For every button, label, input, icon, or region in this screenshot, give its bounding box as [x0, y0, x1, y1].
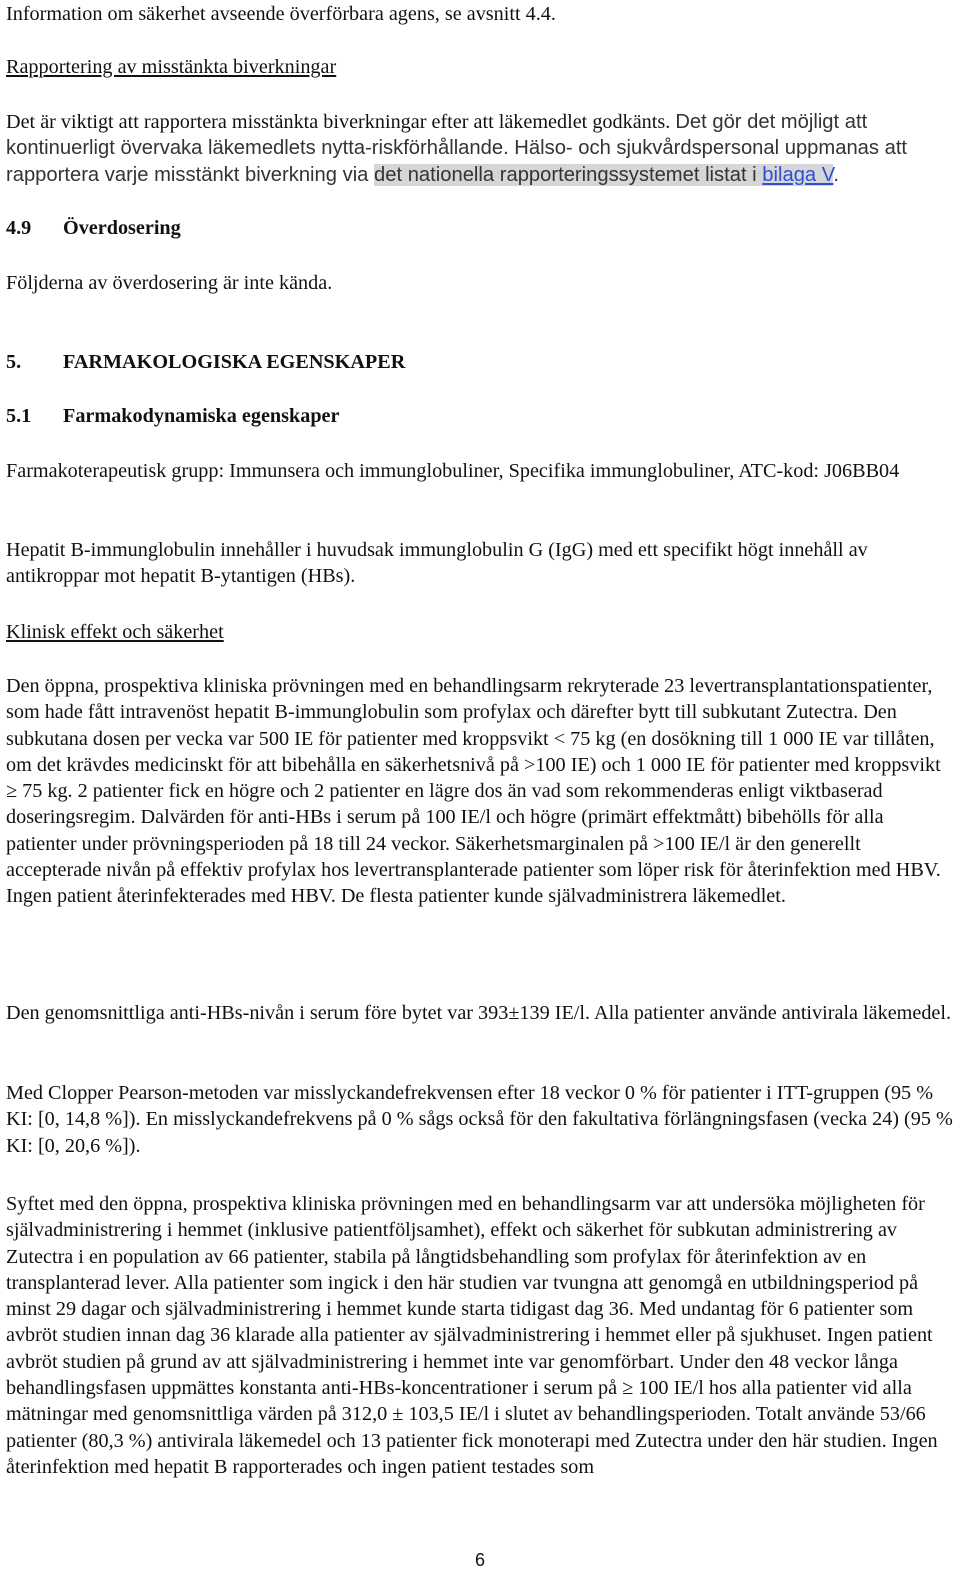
clinical-efficacy-heading: Klinisk effekt och säkerhet: [6, 621, 224, 643]
section-title: FARMAKOLOGISKA EGENSKAPER: [63, 351, 406, 373]
section-number: 5.1: [6, 405, 32, 427]
section-title: Farmakodynamiska egenskaper: [63, 405, 340, 427]
section-5-1-heading: [6, 403, 954, 429]
section-5-heading: [6, 349, 954, 375]
reporting-heading: Rapportering av misstänkta biverkningar: [6, 56, 337, 78]
page-number: 6: [474, 1550, 485, 1570]
clinical-trial-paragraph-1: Den öppna, prospektiva kliniska prövningen med en behandlingsarm rekryterade 23 levertransplantationspatienter, som hade fått intravenöst hepatit B-immunglobulin som profylax och därefter bytt till subkutant Zutectra. Den subkutana dosen per vecka var 500 IE för patienter med kroppsvikt < 75 kg (en dosökning till 1 000 IE var tillåten, om det krävdes medicinskt för att bibehålla en säkerhetsnivå på >100 IE) och 1 000 IE för patienter med kroppsvikt ≥ 75 kg. 2 patienter fick en högre och 2 patienter en lägre dos än vad som rekommenderas enligt viktbaserad doseringsregim. Dalvärden för anti-HBs i serum på 100 IE/l och högre (primärt effektmått) bibehölls för alla patienter under prövningsperioden på 18 till 24 veckor. Säkerhetsmarginalen på >100 IE/l är den generellt accepterade nivån på effektiv profylax hos levertransplanterade patienter som löper risk för återinfektion med HBV. Ingen patient återinfekterades med HBV. De flesta patienter kunde självadministrera läkemedlet.: [6, 675, 941, 908]
section-4-9-heading: [6, 215, 954, 241]
reporting-highlight-text: det nationella rapporteringssystemet listat i: [374, 163, 763, 186]
section-number: 5.: [6, 351, 22, 373]
section-number: 4.9: [6, 217, 32, 239]
overdose-paragraph: Följderna av överdosering är inte kända.: [6, 272, 333, 294]
annex-v-link[interactable]: bilaga V: [762, 163, 834, 186]
pharmacotherapeutic-group-paragraph: Farmakoterapeutisk grupp: Immunsera och immunglobuliner, Specifika immunglobuliner, ATC-kod: J06BB04: [6, 460, 900, 482]
immunoglobulin-paragraph: Hepatit B-immunglobulin innehåller i huvudsak immunglobulin G (IgG) med ett specifikt högt innehåll av antikroppar mot hepatit B-ytantigen (HBs).: [6, 539, 868, 588]
transmissible-agents-note: Information om säkerhet avseende överförbara agens, se avsnitt 4.4.: [6, 3, 556, 25]
clinical-trial-paragraph-4: Syftet med den öppna, prospektiva kliniska prövningen med en behandlingsarm var att undersöka möjligheten för självadministrering i hemmet (inklusive patientföljsamhet), effekt och säkerhet för subkutan administrering av Zutectra i en population av 66 patienter, stabila på långtidsbehandling som profylax för återinfektion av en transplanterad lever. Alla patienter som ingick i den här studien var tvungna att genomgå en utbildningsperiod på minst 29 dagar och självadministrering i hemmet kunde starta tidigast dag 36. Med undantag för 6 patienter som avbröt studien innan dag 36 klarade alla patienter av självadministrering i hemmet eller på sjukhuset. Ingen patient avbröt studien på grund av att självadministrering i hemmet inte var genomförbart. Under den 48 veckor långa behandlingsfasen uppmättes konstanta anti-HBs-koncentrationer i serum på ≥ 100 IE/l hos alla patienter vid alla mätningar med genomsnittliga värden på 312,0 ± 103,5 IE/l i slutet av behandlingsperioden. Totalt använde 53/66 patienter (80,3 %) antivirala läkemedel och 13 patienter fick monoterapi med Zutectra under den här studien. Ingen återinfektion med hepatit B rapporterades och ingen patient testades som: [6, 1193, 938, 1478]
section-title: Överdosering: [63, 217, 181, 239]
reporting-sans-text: Det gör det möjligt att kontinuerligt övervaka läkemedlets nytta-riskförhållande. Hälso- och sjukvårdspersonal uppmanas att rapportera varje misstänkt biverkning via: [6, 111, 908, 186]
reporting-serif-text: Det är viktigt att rapportera misstänkta biverkningar efter att läkemedlet godkänts.: [6, 111, 676, 133]
clinical-trial-paragraph-3: Med Clopper Pearson-metoden var misslyckandefrekvensen efter 18 veckor 0 % för patienter i ITT-gruppen (95 % KI: [0, 14,8 %]). En misslyckandefrekvens på 0 % sågs också för den fakultativa förlängningsfasen (vecka 24) (95 % KI: [0, 20,6 %]).: [6, 1082, 953, 1157]
clinical-trial-paragraph-2: Den genomsnittliga anti-HBs-nivån i serum före bytet var 393±139 IE/l. Alla patienter använde antivirala läkemedel.: [6, 1002, 952, 1024]
reporting-paragraph: Det är viktigt att rapportera misstänkta biverkningar efter att läkemedlet godkänts. Det gör det möjligt att kontinuerligt övervaka läkemedlets nytta-riskförhållande. Hälso- och sjukvårdspersonal uppmanas att rapportera varje misstänkt biverkning via det nationella rapporteringssystemet listat i bilaga V.: [6, 111, 908, 186]
